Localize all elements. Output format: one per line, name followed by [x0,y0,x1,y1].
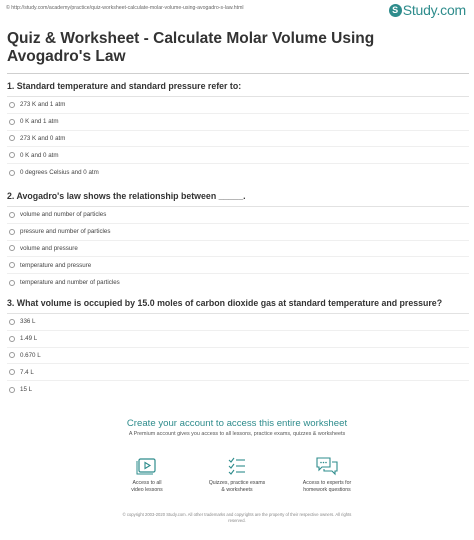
question-1-option-3[interactable] [7,131,469,148]
radio-button[interactable] [9,135,15,141]
question-3-option-3[interactable] [7,348,469,365]
page-title-line-2: Avogadro's Law [7,48,126,65]
option-label: volume and number of particles [20,211,107,219]
option-label: 7.4 L [20,368,34,376]
option-label: volume and pressure [20,244,78,252]
question-3-option-1[interactable] [7,314,469,331]
feature-label-line: homework questions [303,486,351,493]
question-2-option-5[interactable] [7,274,469,291]
premium-features [0,455,474,505]
option-label: 336 L [20,318,36,326]
option-label: 0.670 L [20,351,41,359]
question-2 [7,191,469,291]
radio-button[interactable] [9,319,15,325]
question-1-option-1[interactable] [7,97,469,114]
option-label: 0 K and 1 atm [20,118,59,126]
radio-button[interactable] [9,387,15,393]
option-label: 0 degrees Celsius and 0 atm [20,169,99,177]
question-1-option-4[interactable] [7,147,469,164]
radio-button[interactable] [9,170,15,176]
page-title-line-1: Quiz & Worksheet - Calculate Molar Volume Using [7,30,375,47]
question-3-option-5[interactable] [7,381,469,398]
question-3-option-4[interactable] [7,364,469,381]
copyright-line: reserved. [228,517,246,523]
question-1-option-5[interactable] [7,164,469,181]
feature-label-line: Access to experts for [302,480,352,486]
question-2-option-4[interactable] [7,257,469,274]
option-label: pressure and number of particles [20,228,111,236]
page-url: © http://study.com/academy/practice/quiz-worksheet-calculate-molar-volume-using-avogadro-s-law.html [6,5,244,11]
copyright-notice [40,512,434,523]
option-label: 1.49 L [20,335,38,343]
radio-button[interactable] [9,229,15,235]
radio-button[interactable] [9,102,15,108]
question-3-option-2[interactable] [7,331,469,348]
create-account-heading[interactable]: Create your account to access this entire worksheet [126,418,348,429]
feature-label [272,480,382,493]
option-label: temperature and number of particles [20,279,120,287]
feature-label-line: Quizzes, practice exams [208,480,266,486]
radio-button[interactable] [9,262,15,268]
radio-button[interactable] [9,352,15,358]
option-label: 15 L [20,386,33,394]
question-1 [7,81,469,181]
video-play-icon [136,455,158,477]
feature-label-line: Access to all [132,480,162,486]
radio-button[interactable] [9,119,15,125]
radio-button[interactable] [9,336,15,342]
radio-button[interactable] [9,212,15,218]
question-1-option-2[interactable] [7,114,469,131]
option-label: temperature and pressure [20,261,92,269]
radio-button[interactable] [9,369,15,375]
question-2-text: 2. Avogadro's law shows the relationship between _____. [7,191,246,201]
quiz-checklist-icon [226,455,248,477]
study-logo[interactable] [389,2,466,18]
radio-button[interactable] [9,280,15,286]
option-label: 0 K and 0 atm [20,151,59,159]
question-2-option-3[interactable] [7,241,469,258]
question-2-option-1[interactable] [7,207,469,224]
copyright-line: © copyright 2003-2020 Study.com. All other trademarks and copyrights are the property of their respective owners. All rights [122,512,352,517]
question-1-text: 1. Standard temperature and standard pressure refer to: [7,81,242,91]
feature-label-line: video lessons [131,486,163,493]
radio-button[interactable] [9,245,15,251]
feature-label-line: & worksheets [221,486,253,493]
top-bar [0,0,474,22]
create-account-banner [0,418,474,437]
option-label: 273 K and 0 atm [20,134,66,142]
title-divider [7,73,469,74]
question-3-text: 3. What volume is occupied by 15.0 moles of carbon dioxide gas at standard temperature and pressure? [7,298,443,308]
study-logo-icon: S [389,4,402,17]
feature-expert-help [272,455,382,493]
radio-button[interactable] [9,152,15,158]
study-logo-text: Study.com [402,2,466,18]
question-2-option-2[interactable] [7,224,469,241]
option-label: 273 K and 1 atm [20,101,66,109]
chat-bubbles-icon [315,455,339,477]
page-title [7,30,427,66]
question-3 [7,298,469,398]
premium-account-description: A Premium account gives you access to all lessons, practice exams, quizzes & worksheets [128,431,346,437]
